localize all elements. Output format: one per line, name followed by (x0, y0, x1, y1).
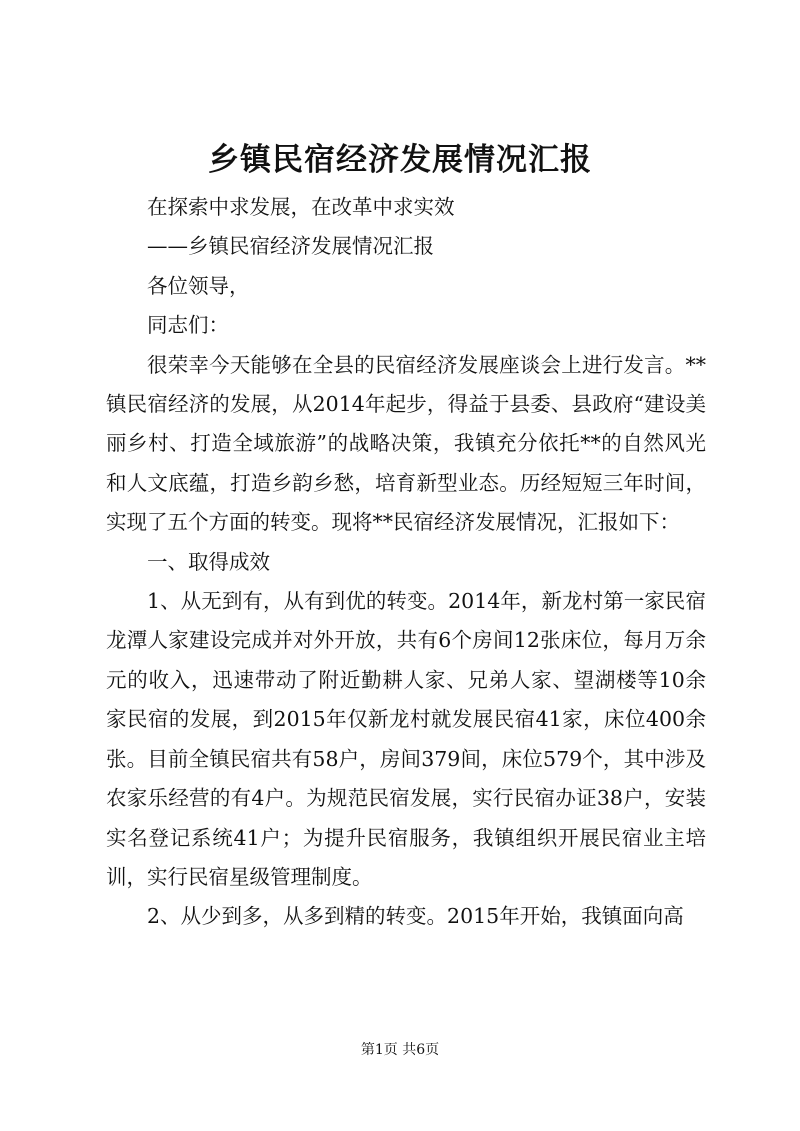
intro-paragraph: 很荣幸今天能够在全县的民宿经济发展座谈会上进行发言。**镇民宿经济的发展，从2014年起步，得益于县委、县政府“建设美丽乡村、打造全域旅游”的战略决策，我镇充分依托**的自然风光和人文底蕴，打造乡韵乡愁，培育新型业态。历经短短三年时间，实现了五个方面的转变。现将**民宿经济发展情况，汇报如下： (106, 352, 706, 535)
achievement-paragraph-1: 1、从无到有，从有到优的转变。2014年，新龙村第一家民宿龙潭人家建设完成并对外开放，共有6个房间12张床位，每月万余元的收入，迅速带动了附近勤耕人家、兄弟人家、望湖楼等10余家民宿的发展，到2015年仅新龙村就发展民宿41家，床位400余张。目前全镇民宿共有58户，房间379间，床位579个，其中涉及农家乐经营的有4户。为规范民宿发展，实行民宿办证38户，安装实名登记系统41户；为提升民宿服务，我镇组织开展民宿业主培训，实行民宿星级管理制度。 (106, 589, 706, 889)
section-heading: 一、取得成效 (147, 549, 270, 574)
document-title: 乡镇民宿经济发展情况汇报 (208, 142, 592, 178)
subtitle-paragraph: 在探索中求发展，在改革中求实效 (147, 195, 455, 219)
achievement-paragraph-2: 2、从少到多，从多到精的转变。2015年开始，我镇面向高 (147, 904, 684, 929)
salutation-comrades: 同志们： (147, 313, 229, 338)
salutation-leaders: 各位领导， (147, 273, 250, 298)
document-body (106, 188, 706, 937)
page-footer: 第1页 共6页 (360, 1042, 440, 1058)
subtitle-dash-paragraph: ——乡镇民宿经济发展情况汇报 (147, 234, 434, 259)
